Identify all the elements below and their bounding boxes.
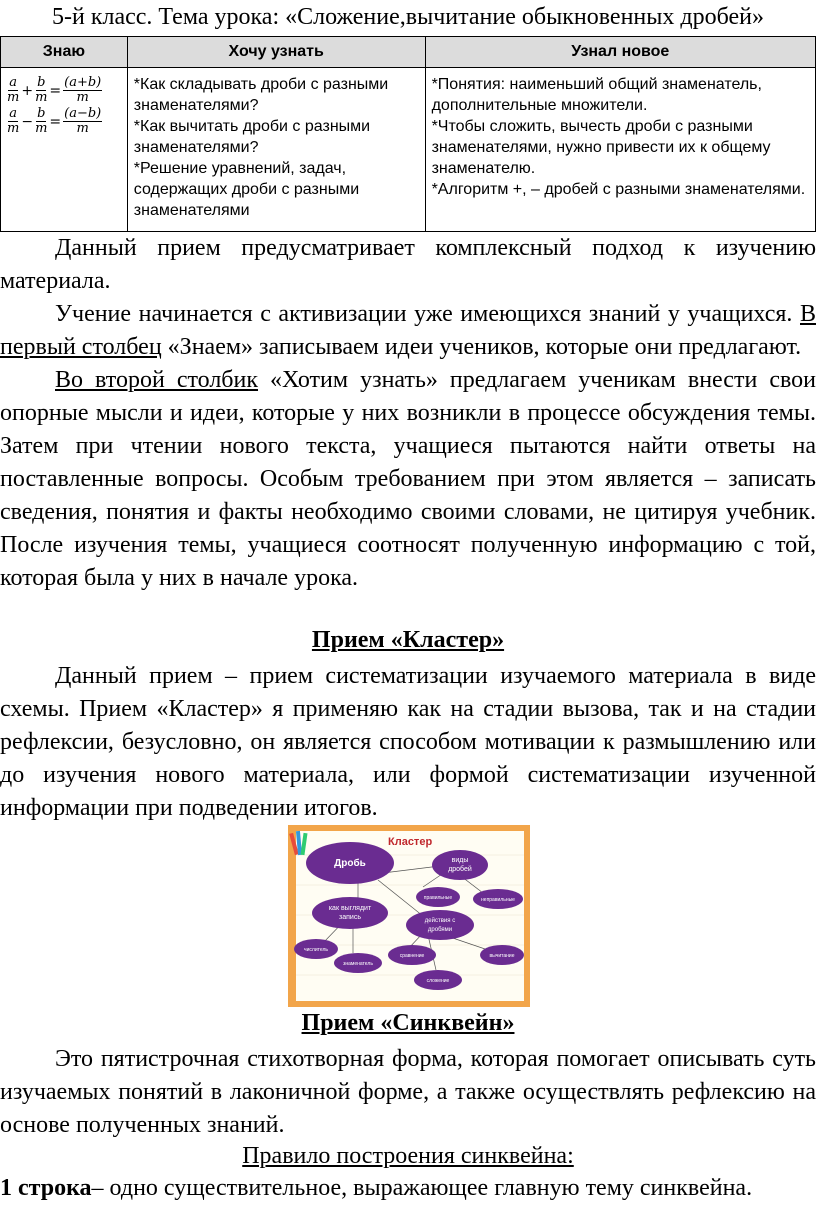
node-looks-label: запись: [339, 914, 361, 921]
node-looks-label: как выглядит: [328, 905, 372, 912]
paragraph-text: «Знаем» записываем идеи учеников, которые они предлагают.: [161, 334, 802, 360]
node-center-label: Дробь: [334, 858, 366, 869]
formula-term: m: [76, 90, 89, 105]
formula-term: a: [9, 106, 18, 121]
node-compare-label: сравнение: [399, 953, 425, 959]
node-proper-label: правильные: [423, 895, 453, 901]
want-cell: [127, 68, 425, 232]
want-item: *Решение уравнений, задач, содержащих дроби с разными знаменателями: [133, 160, 360, 219]
rule-line-text: – одно существительное, выражающее главную тему синквейна.: [91, 1175, 753, 1201]
node-types-label: виды: [451, 857, 469, 864]
section-heading-sinkwine: Прием «Синквейн»: [301, 1010, 515, 1036]
paragraph: [0, 298, 816, 364]
node-actions-label: дробями: [427, 927, 453, 933]
rule-line-label: 1 строка: [0, 1175, 92, 1201]
formula-term: (a+b): [64, 75, 102, 90]
formula-equals: =: [49, 82, 62, 99]
body-text-block-1: [0, 232, 816, 595]
paragraph: [0, 364, 816, 595]
rule-heading: Правило построения синквейна:: [242, 1143, 574, 1169]
paragraph: Это пятистрочная стихотворная форма, которая помогает описывать суть изучаемых понятий в лаконичной форме, а также осуществлять рефлексию на основе полученных знаний.: [0, 1046, 816, 1138]
want-item: *Как складывать дроби с разными знаменателями?: [133, 76, 389, 114]
node-improper-label: неправильные: [481, 897, 515, 903]
node-actions: [406, 910, 474, 940]
paragraph: Данный прием – прием систематизации изучаемого материала в виде схемы. Прием «Кластер» я применяю как на стадии вызова, так и на стадии рефлексии, безусловно, он является способом мотивации к размышлению или до изучения нового материала, или формой систематизации изученной информации при подведении итогов.: [0, 663, 816, 821]
formula-term: b: [37, 106, 46, 121]
underlined-term: Во второй столбик: [55, 367, 259, 393]
rule-line-1: [0, 1175, 752, 1202]
learned-item: *Понятия: наименьший общий знаменатель, дополнительные множители.: [431, 76, 762, 114]
formula-subtraction: [7, 107, 121, 136]
node-subtract-label: вычитание: [489, 953, 515, 959]
formula-term: m: [35, 90, 48, 105]
formula-equals: =: [49, 113, 62, 130]
node-add-label: сложение: [426, 978, 450, 984]
formula-operator: −: [21, 113, 34, 130]
formula-term: a: [9, 75, 18, 90]
formula-term: (a−b): [64, 106, 102, 121]
formula-term: b: [37, 75, 46, 90]
learned-cell: [425, 68, 815, 232]
paragraph-text: «Хотим узнать» предлагаем ученикам внести свои опорные мысли и идеи, которые у них возникли в процессе обсуждения темы. Затем при чтении нового текста, учащиеся пытаются найти ответы на поставленные вопросы. Особым требованием при этом является – записать сведения, понятия и факты необходимо своими словами, не цитируя учебник. После изучения темы, учащиеся соотносят полученную информацию с той, которая была у них в начале урока.: [0, 367, 816, 591]
header-want: Хочу узнать: [127, 37, 425, 68]
formula-term: m: [7, 121, 20, 136]
know-cell: [1, 68, 128, 232]
node-types-label: дробей: [448, 866, 472, 873]
paragraph-text: Учение начинается с активизации уже имеющихся знаний у учащихся.: [55, 301, 793, 327]
header-know: Знаю: [1, 37, 128, 68]
formula-addition: [7, 76, 121, 105]
body-text-block-3: [0, 1043, 816, 1142]
table-row: [1, 68, 816, 232]
formula-term: m: [76, 121, 89, 136]
page-title: 5-й класс. Тема урока: «Сложение,вычитание обыкновенных дробей»: [51, 4, 764, 30]
learned-item: *Алгоритм +, – дробей с разными знаменателями.: [431, 181, 806, 198]
kwl-table: [0, 36, 816, 232]
node-looks: [312, 897, 388, 929]
cluster-diagram: [288, 825, 530, 1007]
header-learned: Узнал новое: [425, 37, 815, 68]
node-numerator-label: числитель: [304, 947, 328, 953]
node-actions-label: действия с: [424, 918, 456, 924]
node-denominator-label: знаменатель: [343, 961, 373, 967]
cluster-title: Кластер: [388, 836, 433, 848]
learned-item: *Чтобы сложить, вычесть дроби с разными знаменателями, нужно привести их к общему знаменателю.: [431, 118, 771, 177]
node-types: [432, 850, 488, 880]
want-item: *Как вычитать дроби с разными знаменателями?: [133, 118, 371, 156]
formula-term: m: [7, 90, 20, 105]
section-heading-cluster: Прием «Кластер»: [311, 627, 505, 653]
paragraph: Данный прием предусматривает комплексный подход к изучению материала.: [0, 235, 816, 294]
formula-operator: +: [21, 82, 34, 99]
body-text-block-2: [0, 660, 816, 825]
table-header-row: [1, 37, 816, 68]
underlined-term: В первый столбец: [0, 301, 816, 360]
formula-term: m: [35, 121, 48, 136]
